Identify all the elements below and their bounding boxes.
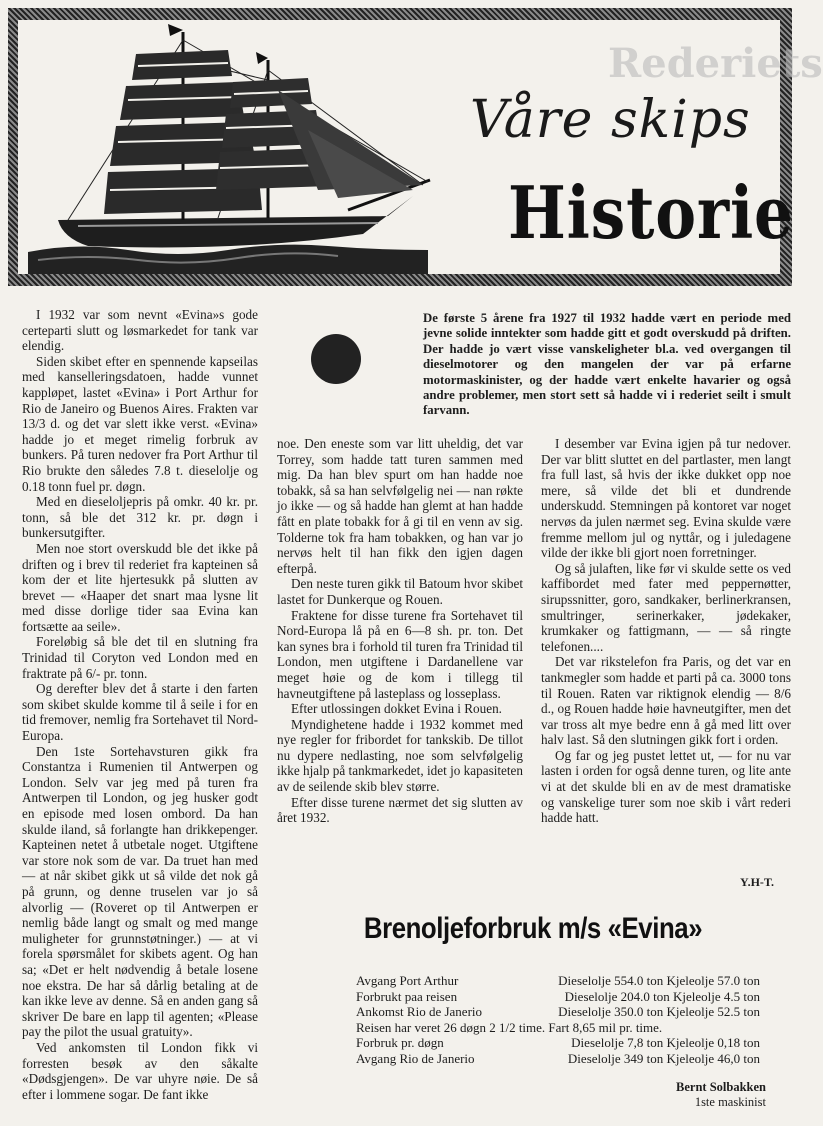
row-value: Dieselolje 554.0 ton Kjeleolje 57.0 ton xyxy=(558,973,760,988)
paragraph: Den 1ste Sortehavsturen gikk fra Constantza i Rumenien til Antwerpen og London. Selv var jeg med på turen fra Antwerpen til London, og jeg husker godt en episode med losen ombord. Da han skulde iland, så forlangte han drikkepenger. Kapteinen netet å utbetale noget. Utgiftene var store nok som de var. Da truet han med — at når skibet gikk ut så vilde det nok gå på grunn, og denne truselen var jo så alvorlig — (Roveret op til Antwerpen er nemlig både langt og smalt og med mange muligheter for grunnstøtninger.) — at vi forela spørsmålet for skibets agent. Og han sa; «Det er helt nødvendig å betale losene noe ekstra. De har så dårlig betaling at de kan ikke leve av denne. Så en anden gang så skriver De bare en lapp til agenten; «Please pay the pilot the usual gratuity». xyxy=(22,743,258,1040)
row-label: Avgang Port Arthur xyxy=(356,973,459,988)
author-block xyxy=(596,1080,766,1110)
paragraph: Efter utlossingen dokket Evina i Rouen. xyxy=(291,701,502,717)
page-title: Historie xyxy=(508,170,794,255)
column-1 xyxy=(22,307,258,1102)
row-value: Dieselolje 350.0 ton Kjeleolje 52.5 ton xyxy=(558,1004,760,1020)
table-row xyxy=(356,1004,760,1020)
table-row xyxy=(356,1035,760,1051)
paragraph: Den neste turen gikk til Batoum hvor skibet lastet for Dunkerque og Rouen. xyxy=(277,576,523,607)
intro-paragraph: De første 5 årene fra 1927 til 1932 hadde vært en periode med jevne solide inntekter som hadde gitt et godt overskudd på driften. Der hadde jo vært visse vanskeligheter bl.a. ved overgangen til dieselmotorer og den mangelen der var på erfarne motormaskinister, og der hadde vært enkelte havarier og også andre problemer, men stort sett så hadde vi i rederiet seilt i smult farvann. xyxy=(423,311,791,418)
header-banner xyxy=(8,8,823,286)
paragraph: I desember var Evina igjen på tur nedover. Der var blitt sluttet en del partlaster, men langt fra full last, så hvis der ikke dukket opp noe mere, så vilde det bli et dundrende underskudd. Stemningen på kontoret var noget nervøs da julen nærmet seg. Evina skulde være fremme mellom jul og nyttår, og i juledagene vilde der ikke bli gjort noen forretninger. xyxy=(541,436,791,561)
row-label: Avgang Rio de Janerio xyxy=(356,1050,475,1066)
header-panel xyxy=(18,20,823,274)
row-label: Ankomst Rio de Janerio xyxy=(356,1004,483,1020)
paragraph: Fraktene for disse turene fra Sortehavet til Nord-Europa lå på en 6—8 sh. pr. ton. Det kan synes bra i forhold til turen fra Trinidad til London, men utgiftene i Dardanellene var meget høie og de kom i tillegg til havneutgiftene på lasteplass og losseplass. xyxy=(277,607,523,701)
table-row xyxy=(356,1051,760,1067)
author-name: Bernt Solbakken xyxy=(676,1080,766,1094)
row-label: Reisen har veret 26 døgn 2 1/2 time. Fart 8,65 mil pr. time. xyxy=(356,1019,663,1035)
table-row xyxy=(356,989,760,1005)
column-2 xyxy=(277,436,523,826)
column-3 xyxy=(541,436,791,826)
paragraph: Og far og jeg pustet lettet ut, — for nu var lasten i orden for også denne turen, og lite ante vi at det skulde bli en av de mest dramatiske og vanskelige turer som noe skib i vårt rederi hadde hatt. xyxy=(541,747,791,826)
author-role: 1ste maskinist xyxy=(694,1095,766,1109)
paragraph: Og derefter blev det å starte i den farten som skibet skulde komme til å seile i for en tid fremover, nemlig fra Sortehavet til Nord-Europa. xyxy=(22,681,258,744)
paragraph: Med en dieseloljepris på omkr. 40 kr. pr. tonn, så ble det 312 kr. pr. døgn i bunkersutgifter. xyxy=(22,494,258,541)
paragraph: Foreløbig så ble det til en slutning fra Trinidad til Coryton ved London med en fraktrate på 6/- pr. tonn. xyxy=(22,634,258,681)
row-label: Forbrukt paa reisen xyxy=(356,988,458,1004)
paragraph: Siden skibet efter en spennende kapseilas med kanselleringsdatoen, hadde vunnet kappløpet, lastet «Evina» i Port Arthur for Rio de Janeiro og Buenos Aires. Frakten var 13/3 d. og det var slett ikke verst. «Evina» hadde jo et meget rimelig forbruk av bunkers. På turen nedover fra Port Arthur til Rio brukte den således 7.8 t. dieselolje og 0.18 tonn fuel pr. døgn. xyxy=(22,353,258,494)
paragraph: Og så julaften, like før vi skulde sette os ved kaffibordet med fater med peppernøtter, sirupssnitter, goro, sandkaker, berlinerkransen, smultringer, serinerkaker, jødekaker, krumkaker og fattigmann, — — så ringte telefonen.... xyxy=(541,560,791,654)
table-row xyxy=(356,1020,760,1036)
paragraph: noe. Den eneste som var litt uheldig, det var Torrey, som hadde tatt turen sammen med mig. Da han blev spurt om han hadde noe tobakk, så sa han selvfølgelig nei — nan røkte jo ikke — og så hadde han glemt at han hadde fått en plate tobakk for å gi til en venn av sig. Tolderne tok fra ham tobakken, og han var jo nervøs helt til han fikk den igjen dagen efterpå. xyxy=(277,436,523,576)
table-row xyxy=(356,973,760,989)
row-value: Dieselolje 204.0 ton Kjeleolje 4.5 ton xyxy=(564,988,760,1004)
fuel-table xyxy=(356,973,760,1067)
paragraph: Det var rikstelefon fra Paris, og det var en tankmegler som hadde et parti på ca. 3000 tons til Rouen. Raten var riktignok elendig — 8/6 d., og Rouen hadde høie havneutgifter, men det var tross alt mye bedre enn å gå med litt over halv last. Så den slutningen gikk fort i orden. xyxy=(541,654,791,748)
title-script: Våre skips xyxy=(470,90,751,150)
row-value: Dieselolje 349 ton Kjeleolje 46,0 ton xyxy=(567,1050,760,1066)
paragraph: Men noe stort overskudd ble det ikke på driften og i brev til rederiet fra kapteinen så kom der et lite hjertesukk på slutten av brevet — «Haaper det snart maa lysne lit med disse dorlige tider saa Evina kan fortsætte aa seile». xyxy=(22,540,258,634)
sailing-ship-illustration xyxy=(18,20,438,274)
row-value: Dieselolje 7,8 ton Kjeleolje 0,18 ton xyxy=(571,1035,760,1051)
ghost-heading: Rederiets xyxy=(608,40,823,87)
signature: Y.H-T. xyxy=(740,875,775,889)
paragraph: Ved ankomsten til London fikk vi forresten besøk av den såkalte «Dødsgjengen». De var uhyre nøie. De så efter i lommene sogar. De fant ikke xyxy=(22,1039,258,1102)
paragraph: Efter disse turene nærmet det sig slutten av året 1932. xyxy=(277,794,523,826)
table-title: Brenoljeforbruk m/s «Evina» xyxy=(363,912,703,945)
paragraph: I 1932 var som nevnt «Evina»s gode certeparti slutt og løsmarkedet for tank var elendig. xyxy=(22,307,258,354)
paragraph: Myndighetene hadde i 1932 kommet med nye regler for fribordet for tankskib. De tillot nu dypere nedlasting, noe som selvfølgelig ikke hjalp på tankmarkedet, idet jo kapasiteten av de seilende skib blev større. xyxy=(277,716,523,795)
bullet-dot xyxy=(311,334,361,384)
row-label: Forbruk pr. døgn xyxy=(356,1035,444,1051)
